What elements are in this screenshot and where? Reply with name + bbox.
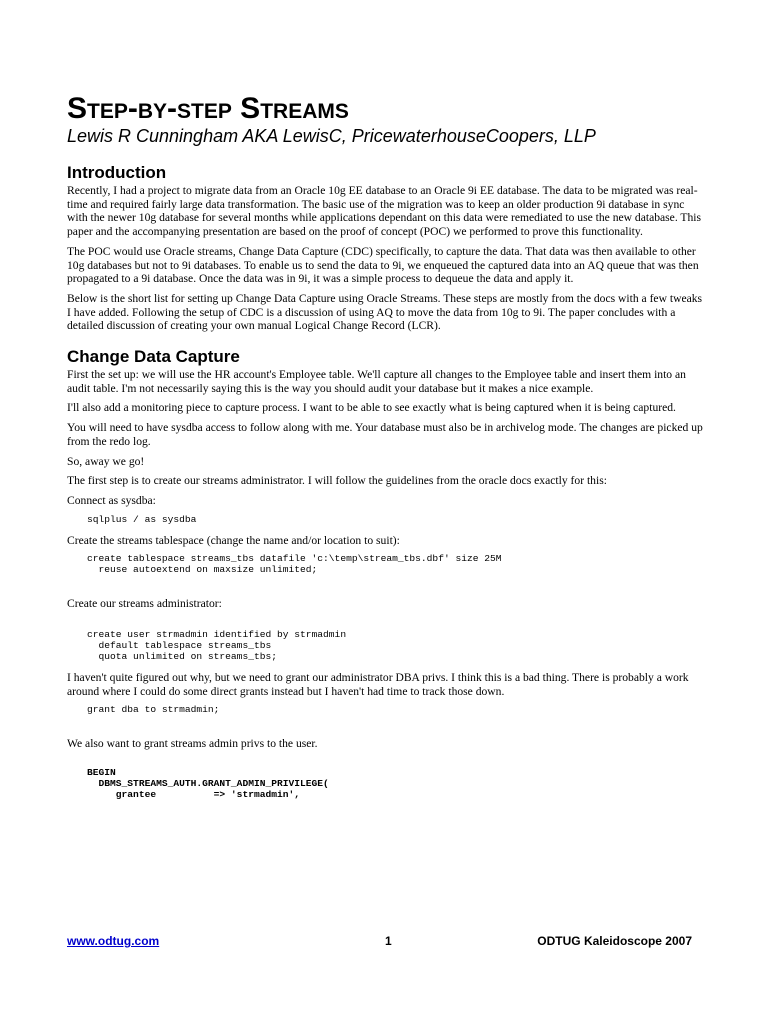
cdc-paragraph-7: Create the streams tablespace (change the name and/or location to suit):	[67, 533, 400, 547]
cdc-paragraph-5: The first step is to create our streams administrator. I will follow the guidelines from the oracle docs exactly for this:	[67, 474, 607, 488]
section-heading-introduction: Introduction	[67, 163, 167, 182]
cdc-paragraph-3: You will need to have sysdba access to follow along with me. Your database must also be in archivelog mode. The changes are picked up from the redo log.	[67, 421, 703, 448]
code-block-create-user: create user strmadmin identified by strmadmin default tablespace streams_tbs quota unlimited on streams_tbs;	[87, 629, 347, 663]
page-number: 1	[385, 934, 392, 948]
paper-title: Step-by-step Streams	[67, 92, 349, 125]
cdc-paragraph-9: I haven't quite figured out why, but we need to grant our administrator DBA privs. I think this is a bad thing. There is probably a work around where I could do some direct grants instead but I haven't had time to track those down.	[67, 671, 689, 698]
code-block-tablespace: create tablespace streams_tbs datafile 'c:\temp\stream_tbs.dbf' size 25M reuse autoextend on maxsize unlimited;	[87, 553, 502, 576]
cdc-paragraph-10: We also want to grant streams admin privs to the user.	[67, 737, 318, 751]
code-block-grant-dba: grant dba to strmadmin;	[87, 704, 220, 716]
cdc-paragraph-4: So, away we go!	[67, 454, 145, 468]
footer-conference: ODTUG Kaleidoscope 2007	[537, 934, 692, 948]
code-block-grant-admin: BEGIN DBMS_STREAMS_AUTH.GRANT_ADMIN_PRIVILEGE( grantee => 'strmadmin',	[87, 767, 329, 801]
author-line: Lewis R Cunningham AKA LewisC, PricewaterhouseCoopers, LLP	[67, 126, 596, 146]
code-block-sqlplus: sqlplus / as sysdba	[87, 513, 197, 525]
cdc-paragraph-6: Connect as sysdba:	[67, 493, 156, 507]
intro-paragraph-3: Below is the short list for setting up Change Data Capture using Oracle Streams. These steps are mostly from the docs with a few tweaks I have added. Following the setup of CDC is a discussion of using AQ to move the data from 10g to 9i. The paper concludes with a detailed discussion of creating your own manual Logical Change Record (LCR).	[67, 291, 703, 333]
cdc-paragraph-8: Create our streams administrator:	[67, 597, 222, 611]
intro-paragraph-2: The POC would use Oracle streams, Change Data Capture (CDC) specifically, to capture the data. That data was then available to other 10g databases but not to 9i databases. To enable us to send the data to 9i, we enqueued the captured data into an AQ queue that was then propagated to a 9i database. Once the data was in 9i, it was a simple process to dequeue the data and apply it.	[67, 244, 699, 286]
cdc-paragraph-1: First the set up: we will use the HR account's Employee table. We'll capture all changes to the Employee table and insert them into an audit table. I'm not necessarily saying this is the way you should audit your database but it makes a nice example.	[67, 368, 686, 395]
section-heading-cdc: Change Data Capture	[67, 347, 240, 367]
cdc-paragraph-2: I'll also add a monitoring piece to capture process. I want to be able to see exactly what is being captured when it is being captured.	[67, 401, 676, 415]
page-content	[67, 93, 703, 809]
footer-website-link[interactable]: www.odtug.com	[67, 934, 160, 948]
page-footer	[67, 934, 692, 950]
intro-paragraph-1: Recently, I had a project to migrate data from an Oracle 10g EE database to an Oracle 9i EE database. The data to be migrated was real-time and required fairly large data transformation. The basic use of the migration was to keep an older production 9i database in sync with the newer 10g database for several months while applications dependant on this data were remediated to use the new database. This paper and the accompanying presentation are based on the proof of concept (POC) we performed to prove this functionality.	[67, 184, 702, 239]
